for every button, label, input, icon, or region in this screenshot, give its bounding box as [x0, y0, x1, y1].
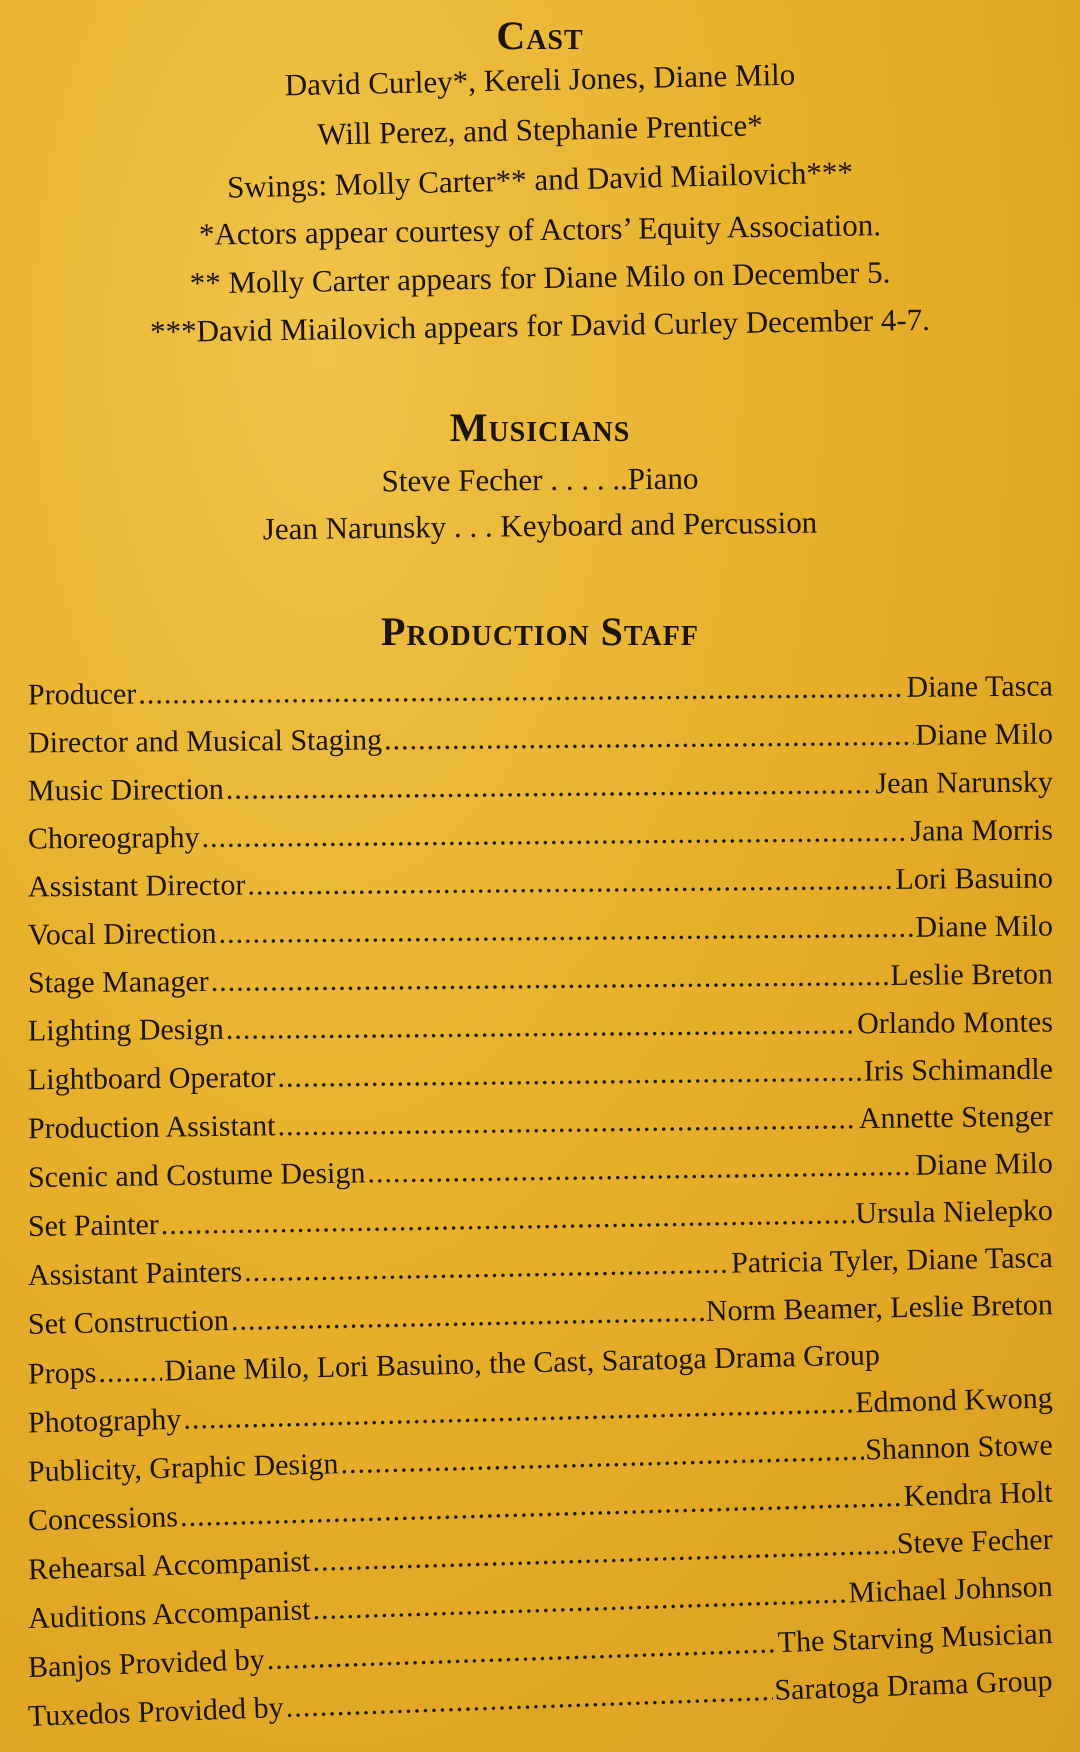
musician-line: Jean Narunsky . . . Keyboard and Percussion	[262, 504, 818, 547]
staff-name: Diane Tasca	[906, 669, 1054, 704]
staff-name: Patricia Tyler, Diane Tasca	[730, 1241, 1054, 1280]
staff-role: Director and Musical Staging	[27, 723, 383, 760]
cast-footnote: ** Molly Carter appears for Diane Milo on December 5.	[189, 254, 891, 301]
staff-name: Kendra Holt	[903, 1475, 1054, 1513]
staff-role: Lighting Design	[27, 1012, 224, 1048]
staff-row	[28, 766, 1053, 821]
staff-name: The Starving Musician	[777, 1617, 1054, 1660]
cast-heading: Cast	[496, 13, 584, 58]
staff-role: Rehearsal Accompanist	[27, 1544, 311, 1587]
dot-leader	[277, 1055, 862, 1095]
cast-footnote: ***David Miailovich appears for David Curley December 4-7.	[149, 301, 931, 350]
staff-name: Orlando Montes	[856, 1005, 1054, 1041]
staff-role: Publicity, Graphic Design	[27, 1447, 339, 1489]
dot-leader	[277, 1102, 857, 1143]
staff-name: Diane Milo	[915, 909, 1054, 944]
staff-row	[28, 1006, 1053, 1061]
staff-name: Jean Narunsky	[875, 765, 1054, 801]
staff-name: Annette Stenger	[858, 1099, 1054, 1136]
staff-role: Props	[27, 1356, 97, 1391]
cast-line: David Curley*, Kereli Jones, Diane Milo	[284, 56, 796, 103]
staff-name: Saratoga Drama Group	[773, 1664, 1054, 1707]
dot-leader	[226, 1007, 856, 1046]
dot-leader	[218, 911, 913, 951]
musician-line: Steve Fecher . . . . ..Piano	[381, 460, 699, 499]
dot-leader	[226, 767, 874, 807]
cast-line: Swings: Molly Carter** and David Miailovich***	[226, 154, 854, 205]
staff-row	[28, 670, 1053, 725]
dot-leader	[138, 671, 905, 712]
staff-role: Stage Manager	[27, 964, 209, 1000]
staff-role: Assistant Painters	[27, 1255, 243, 1292]
staff-row	[28, 862, 1053, 917]
staff-role: Lightboard Operator	[27, 1060, 276, 1097]
staff-role: Banjos Provided by	[27, 1643, 266, 1684]
staff-name: Ursula Nielepko	[855, 1193, 1054, 1231]
staff-role: Vocal Direction	[27, 916, 217, 952]
staff-row	[28, 958, 1053, 1013]
cast-footnote: *Actors appear courtesy of Actors’ Equity Association.	[198, 207, 882, 252]
staff-row	[28, 910, 1053, 965]
staff-name: Diane Milo	[915, 1146, 1054, 1182]
staff-role: Production Assistant	[27, 1109, 276, 1146]
dot-leader	[244, 1247, 730, 1289]
production-staff-heading: Production Staff	[381, 609, 699, 654]
staff-role: Music Direction	[27, 772, 224, 808]
staff-role: Tuxedos Provided by	[27, 1690, 285, 1733]
staff-role: Choreography	[27, 820, 200, 856]
staff-name: Leslie Breton	[890, 957, 1054, 992]
staff-name: Steve Fecher	[896, 1522, 1054, 1561]
staff-name: Jana Morris	[910, 813, 1054, 848]
staff-role: Assistant Director	[27, 868, 246, 904]
musicians-heading: Musicians	[449, 405, 631, 450]
dot-leader	[247, 863, 893, 903]
staff-role: Photography	[27, 1402, 182, 1440]
staff-role: Auditions Accompanist	[27, 1593, 311, 1636]
dot-leader	[201, 815, 908, 855]
staff-name: Norm Beamer, Leslie Breton	[705, 1288, 1054, 1328]
dot-leader	[367, 1149, 913, 1191]
staff-role: Scenic and Costume Design	[27, 1156, 366, 1195]
staff-role: Set Painter	[27, 1207, 160, 1244]
staff-role: Set Construction	[27, 1303, 230, 1341]
staff-row	[28, 718, 1053, 773]
staff-name: Shannon Stowe	[864, 1428, 1054, 1467]
staff-row	[28, 814, 1053, 869]
staff-name: Diane Milo, Lori Basuino, the Cast, Saratoga Drama Group	[163, 1338, 881, 1388]
staff-role: Concessions	[27, 1500, 179, 1538]
staff-name: Diane Milo	[915, 717, 1054, 752]
dot-leader	[230, 1295, 704, 1338]
dot-leader	[98, 1355, 163, 1390]
dot-leader	[211, 959, 889, 999]
staff-name: Michael Johnson	[847, 1569, 1054, 1610]
staff-name: Edmond Kwong	[854, 1381, 1054, 1420]
dot-leader	[384, 719, 914, 758]
staff-name: Iris Schimandle	[863, 1052, 1054, 1088]
cast-line: Will Perez, and Stephanie Prentice*	[316, 107, 764, 152]
staff-name: Lori Basuino	[895, 861, 1054, 896]
staff-role: Producer	[27, 677, 137, 712]
